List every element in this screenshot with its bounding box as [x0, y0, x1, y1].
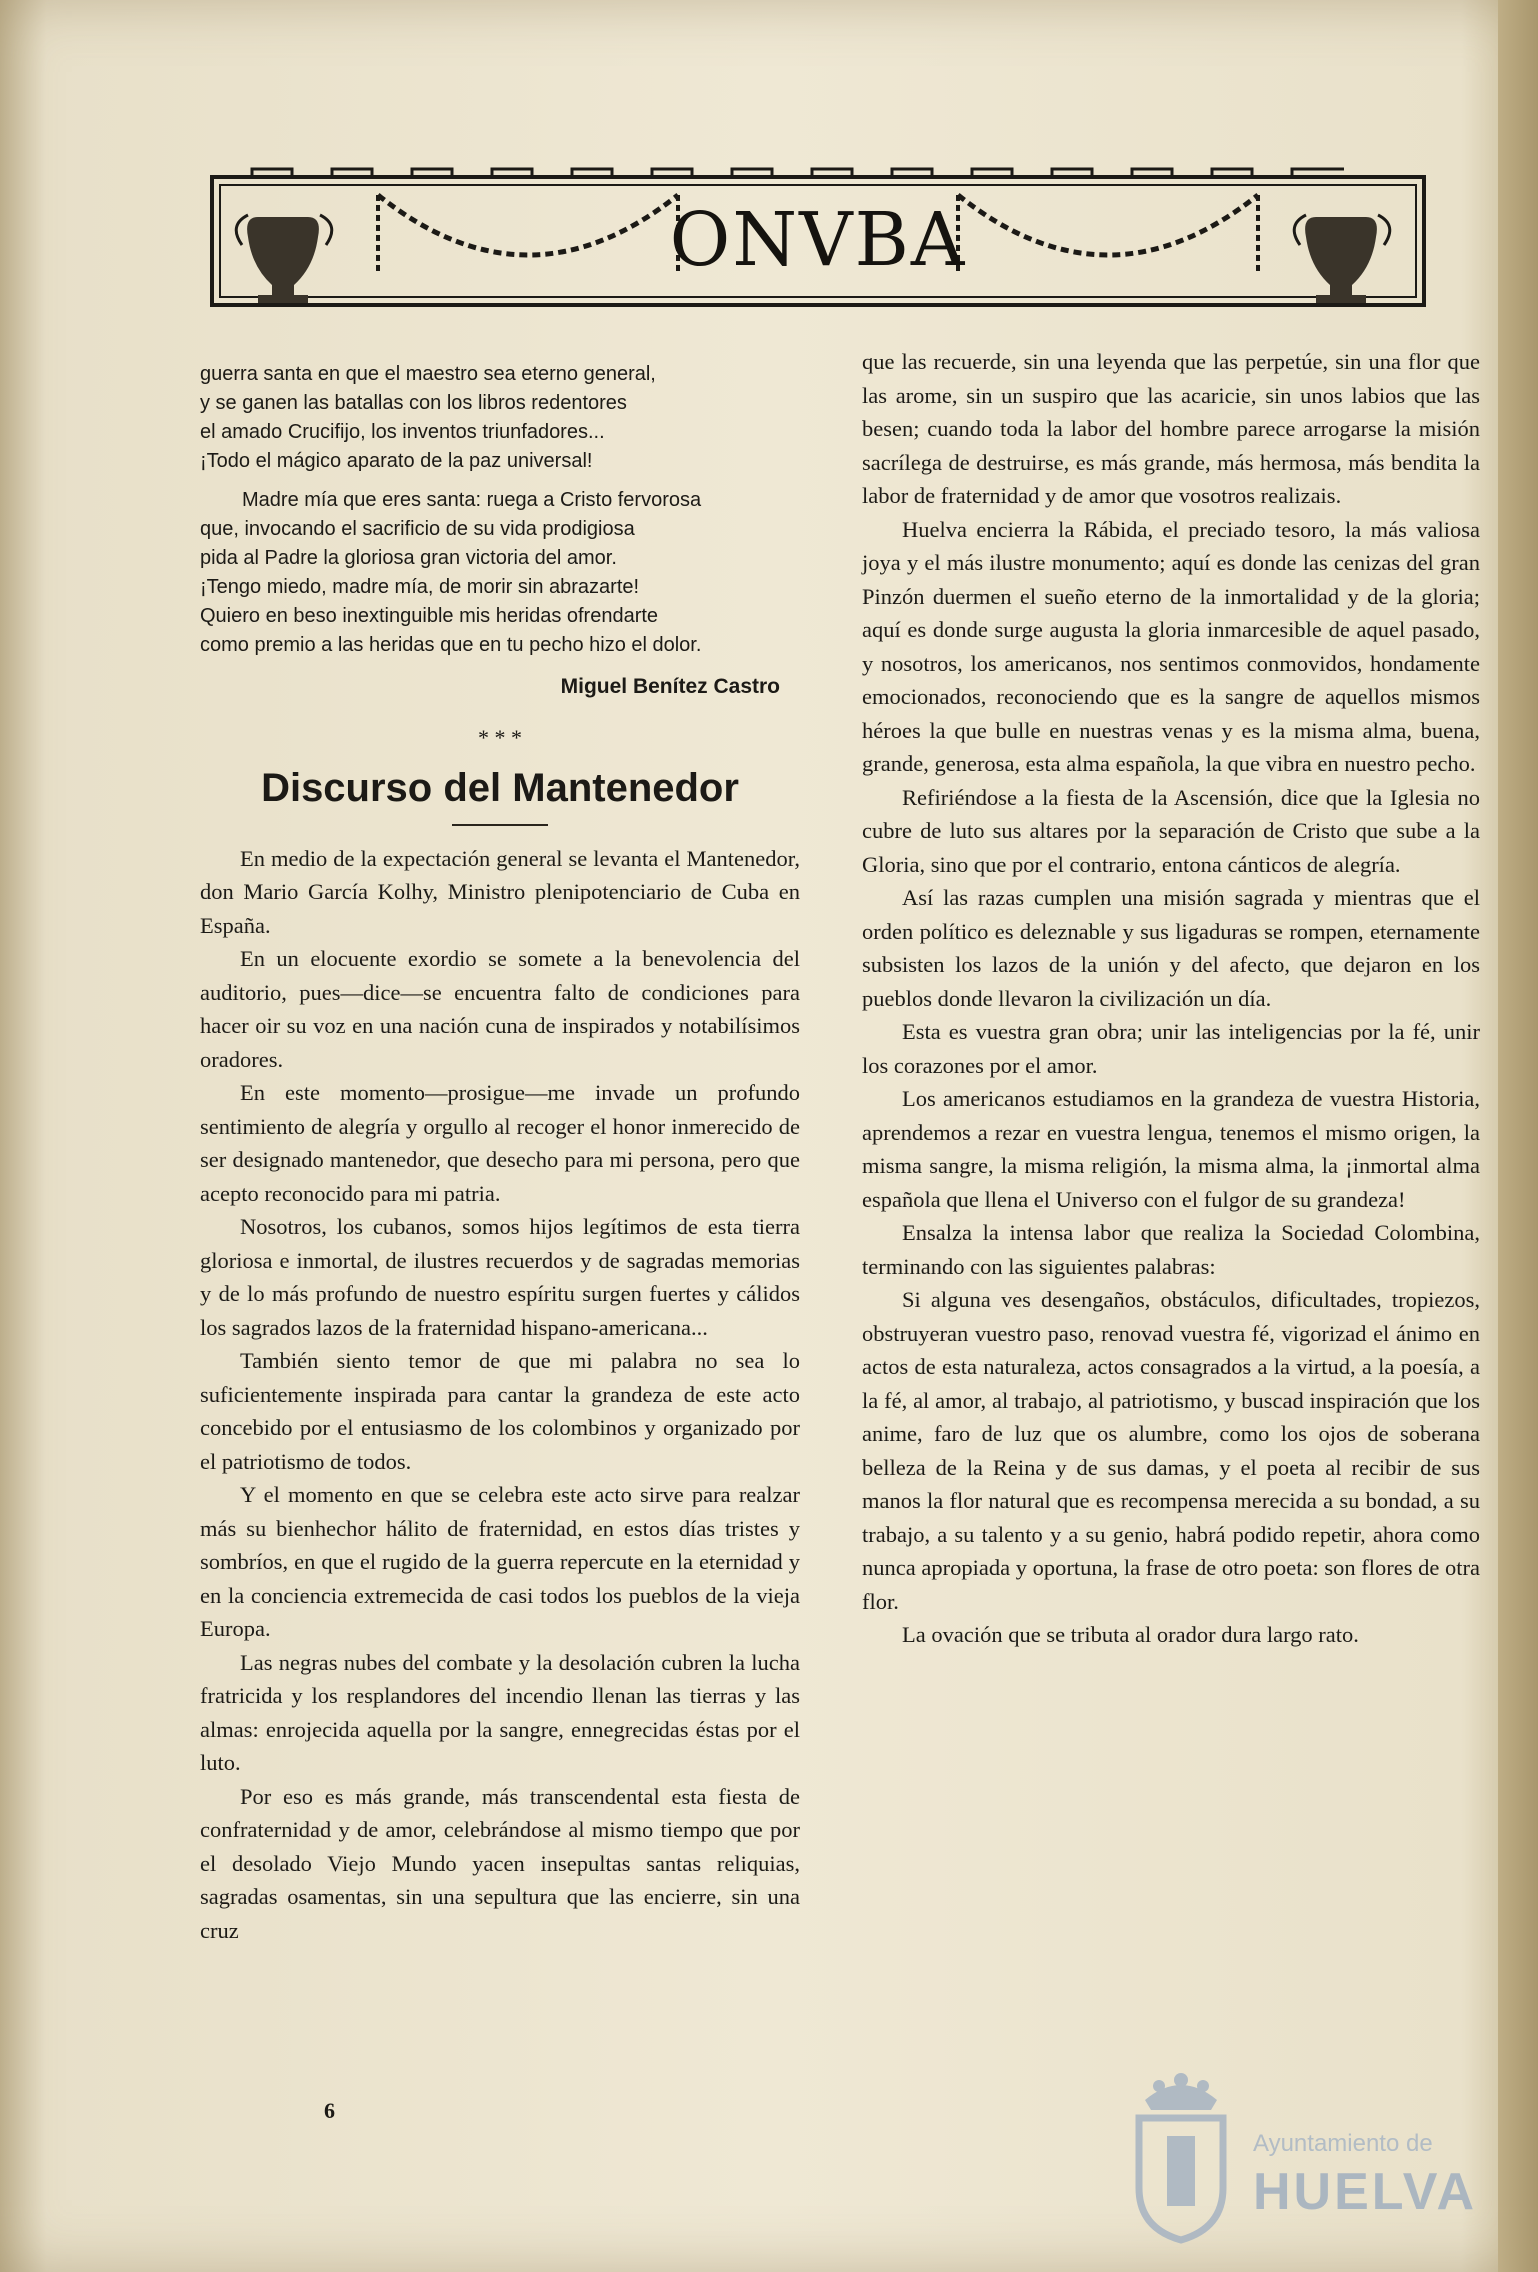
poem-signature: Miguel Benítez Castro: [560, 675, 780, 698]
poem-line: ¡Todo el mágico aparato de la paz universal!: [200, 450, 593, 472]
left-column: [200, 360, 800, 1947]
poem-line: Quiero en beso inextinguible mis heridas ofrendarte: [200, 605, 659, 627]
watermark-line1: Ayuntamiento de: [1253, 2130, 1433, 2157]
poem-stanza: [200, 360, 800, 476]
article-paragraph: Ensalza la intensa labor que realiza la Sociedad Colombina, terminando con las siguientes palabras:: [862, 1220, 1480, 1279]
poem: [200, 360, 800, 660]
poem-line: y se ganen las batallas con los libros redentores: [200, 392, 627, 414]
poem-line: pida al Padre la gloriosa gran victoria del amor.: [200, 547, 617, 569]
article-paragraph: Si alguna ves desengaños, obstáculos, dificultades, tropiezos, obstruyeran vuestro paso, renovad vuestra fé, vigorizad el ánimo en actos de esta naturaleza, actos consagrados a la virtud, a la poesía, a la fé, al amor, al trabajo, al patriotismo, y buscad inspiración que los anime, faro de luz que os alumbre, como los ojos de soberana belleza de la Reina y de sus damas, y el poeta al recibir de sus manos la flor natural que es recompensa merecida a su bondad, a su trabajo, a su talento y a su genio, habrá podido repetir, ahora como nunca apropiada y oportuna, la frase de otro poeta: son flores de otra flor.: [862, 1287, 1480, 1614]
article-paragraph: Huelva encierra la Rábida, el preciado tesoro, la más valiosa joya y el más ilustre monumento; aquí es donde las cenizas del gran Pinzón duermen el sueño eterno de la inmortalidad y de la gloria; aquí es donde surge augusta la gloria inmarcesible de aquel pasado, y nosotros, los americanos, nos sentimos conmovidos, hondamente emocionados, reconociendo que es la sangre de aquellos mismos héroes la que bulle en nuestras venas y es la misma alma, buena, grande, generosa, esta alma española, la que vibra en nuestro pecho.: [862, 516, 1480, 776]
article-heading: Discurso del Mantenedor: [261, 765, 739, 810]
right-column: [862, 345, 1480, 1652]
poem-line: como premio a las heridas que en tu pecho hizo el dolor.: [200, 634, 702, 656]
article-paragraph: Esta es vuestra gran obra; unir las inteligencias por la fé, unir los corazones por el amor.: [862, 1019, 1480, 1078]
section-separator: * * *: [478, 724, 522, 750]
poem-line: Madre mía que eres santa: ruega a Cristo fervorosa: [242, 489, 702, 511]
article-paragraph: En medio de la expectación general se levanta el Mantenedor, don Mario García Kolhy, Ministro plenipotenciario de Cuba en España.: [200, 845, 800, 938]
article-paragraph: Por eso es más grande, más transcendental esta fiesta de confraternidad y de amor, celebrándose al mismo tiempo que por el desolado Viejo Mundo yacen insepultas santas reliquias, sagradas osamentas, sin una sepultura que las encierre, sin una cruz: [200, 1783, 800, 1943]
masthead-title: ONVBA: [669, 197, 967, 283]
article-paragraph: La ovación que se tributa al orador dura largo rato.: [902, 1622, 1359, 1647]
article-paragraph: que las recuerde, sin una leyenda que las perpetúe, sin una flor que las arome, sin un suspiro que las acaricie, sin unos labios que las besen; cuando toda la labor del hombre parece arrogarse la misión sacrílega de destruirse, es más grande, más hermosa, más bendita la labor de fraternidad y de amor que vosotros realizais.: [862, 349, 1480, 508]
article-paragraph: Las negras nubes del combate y la desolación cubren la lucha fratricida y los resplandores del incendio llenan las tierras y las almas: enrojecida aquella por la sangre, ennegrecidas éstas por el luto.: [200, 1649, 800, 1775]
article-paragraph: En un elocuente exordio se somete a la benevolencia del auditorio, pues—dice—se encuentra falto de condiciones para hacer oir su voz en una nación cuna de inspirados y notabilísimos oradores.: [200, 946, 800, 1072]
poem-line: guerra santa en que el maestro sea eterno general,: [200, 363, 656, 385]
masthead-banner: [208, 155, 1428, 323]
article-paragraph: Refiriéndose a la fiesta de la Ascensión, dice que la Iglesia no cubre de luto sus altares por la separación de Cristo que sube a la Gloria, sino que por el contrario, entona cánticos de alegría.: [862, 784, 1480, 877]
poem-stanza: [200, 486, 800, 660]
article-paragraph: Nosotros, los cubanos, somos hijos legítimos de esta tierra gloriosa e inmortal, de ilustres recuerdos y de sagradas memorias y de lo más profundo de nuestro espíritu surgen fuertes y cálidos los sagrados lazos de la fraternidad hispano-americana...: [200, 1214, 800, 1340]
poem-line: que, invocando el sacrificio de su vida prodigiosa: [200, 518, 635, 540]
page-number: 6: [324, 2098, 335, 2123]
article-paragraph: Los americanos estudiamos en la grandeza de vuestra Historia, aprendemos a rezar en vuestra lengua, tenemos el mismo origen, la misma sangre, la misma religión, la misma alma, la ¡inmortal alma española que llena el Universo con el fulgor de su grandeza!: [862, 1086, 1480, 1212]
watermark-line2: HUELVA: [1253, 2163, 1478, 2221]
archive-watermark: [1125, 2070, 1478, 2245]
article-paragraph: En este momento—prosigue—me invade un profundo sentimiento de alegría y orgullo al recoger el honor inmerecido de ser designado mantenedor, que desecho para mi persona, pero que acepto reconocido para mi patria.: [200, 1080, 800, 1206]
poem-line: ¡Tengo miedo, madre mía, de morir sin abrazarte!: [200, 576, 640, 598]
crest-icon: [1125, 2070, 1237, 2245]
heading-rule: [452, 824, 548, 826]
poem-line: el amado Crucifijo, los inventos triunfadores...: [200, 421, 605, 443]
page-edge: [1498, 0, 1538, 2272]
article-paragraph: Y el momento en que se celebra este acto sirve para realzar más su bienhechor hálito de fraternidad, en estos días tristes y sombríos, en que el rugido de la guerra repercute en la eternidad y en la conciencia extremecida de casi todos los pueblos de la vieja Europa.: [200, 1482, 800, 1641]
article-paragraph: Así las razas cumplen una misión sagrada y mientras que el orden político es deleznable y sus ligaduras se rompen, eternamente subsisten los lazos de la unión y del afecto, que dejaron en los pueblos donde llevaron la civilización un día.: [862, 885, 1480, 1011]
article-paragraph: También siento temor de que mi palabra no sea lo suficientemente inspirada para cantar la grandeza de este acto concebido por el entusiasmo de los colombinos y organizado por el patriotismo de todos.: [200, 1348, 800, 1474]
